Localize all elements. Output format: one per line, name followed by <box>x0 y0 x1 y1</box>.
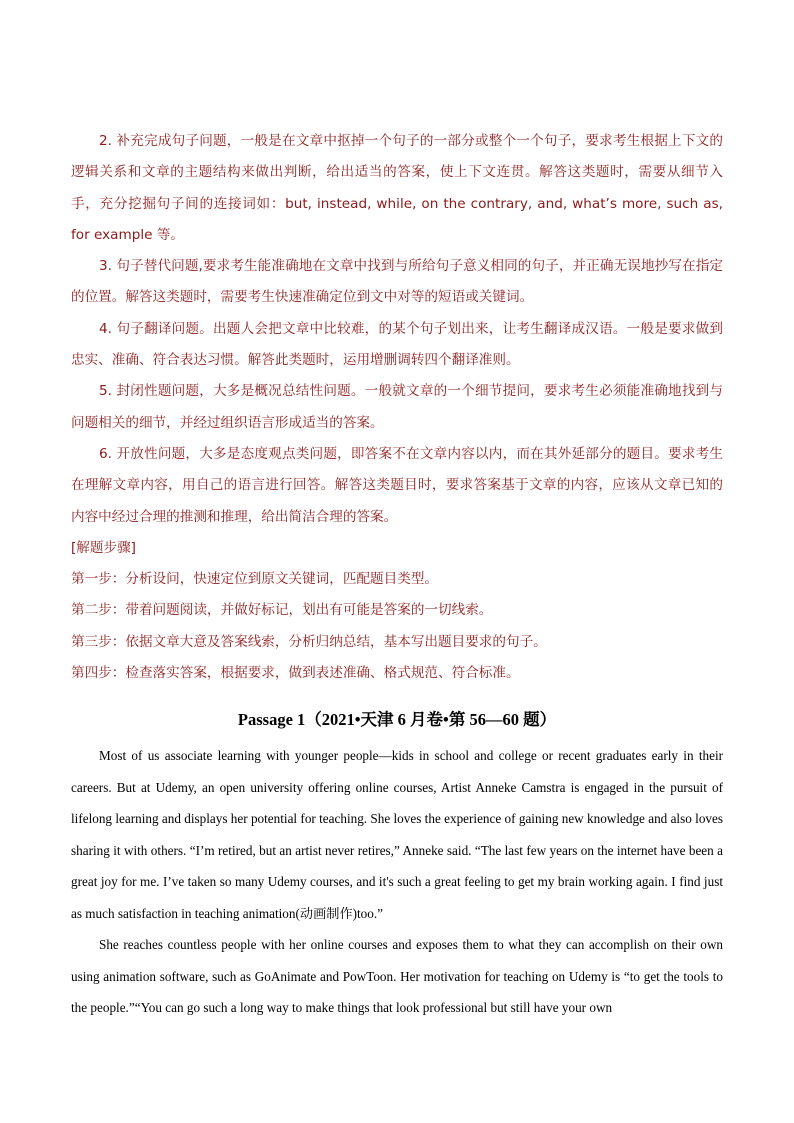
technique-item-5: 5. 封闭性题问题，大多是概况总结性问题。一般就文章的一个细节提问，要求考生必须能准确地找到与问题相关的细节，并经过组织语言形成适当的答案。 <box>71 383 723 431</box>
step-4: 第四步：检查落实答案，根据要求，做到表述准确、格式规范、符合标准。 <box>71 665 520 682</box>
passage-body <box>71 740 723 1024</box>
step-3: 第三步：依据文章大意及答案线索，分析归纳总结，基本写出题目要求的句子。 <box>71 633 547 650</box>
passage-title: Passage 1（2021•天津 6 月卷•第 56—60 题） <box>237 710 557 729</box>
passage-paragraph-2: She reaches countless people with her online courses and exposes them to what they can accomplish on their own using animation software, such as GoAnimate and PowToon. Her motivation for teaching on Udemy is “to get the tools to the people.”“You can go such a long way to make things that look professional but still have your own <box>71 937 723 1015</box>
step-2: 第二步：带着问题阅读，并做好标记，划出有可能是答案的一切线索。 <box>71 602 493 619</box>
answer-technique-section <box>71 126 723 689</box>
steps-heading: [解题步骤] <box>71 539 136 556</box>
step-1: 第一步：分析设问，快速定位到原文关键词，匹配题目类型。 <box>71 571 439 588</box>
technique-item-2: 2. 补充完成句子问题，一般是在文章中抠掉一个句子的一部分或整个一个句子，要求考生根据上下文的逻辑关系和文章的主题结构来做出判断，给出适当的答案，使上下文连贯。解答这类题时，需要从细节入手，充分挖掘句子间的连接词如：but, instead, while, on the contrary, and, what’s more, such as, for example 等。 <box>71 133 723 243</box>
technique-item-3: 3. 句子替代问题,要求考生能准确地在文章中找到与所给句子意义相同的句子，并正确无误地抄写在指定的位置。解答这类题时，需要考生快速准确定位到文中对等的短语或关键词。 <box>71 258 723 306</box>
technique-item-6: 6. 开放性问题，大多是态度观点类问题，即答案不在文章内容以内，而在其外延部分的题目。要求考生在理解文章内容，用自己的语言进行回答。解答这类题目时，要求答案基于文章的内容，应该从文章已知的内容中经过合理的推测和推理，给出简洁合理的答案。 <box>71 445 723 525</box>
technique-item-4: 4. 句子翻译问题。出题人会把文章中比较难，的某个句子划出来，让考生翻译成汉语。一般是要求做到忠实、准确、符合表达习惯。解答此类题时，运用增删调转四个翻译准则。 <box>71 320 723 369</box>
passage-paragraph-1: Most of us associate learning with younger people—kids in school and college or recent graduates early in their careers. But at Udemy, an open university offering online courses, Artist Anneke Camstra is engaged in the pursuit of lifelong learning and displays her potential for teaching. She loves the experience of gaining new knowledge and also loves sharing it with others. “I’m retired, but an artist never retires,” Anneke said. “The last few years on the internet have been a great joy for me. I’ve taken so many Udemy courses, and it's such a great feeling to get my brain working again. I find just as much satisfaction in teaching animation(动画制作)too.” <box>71 748 723 921</box>
